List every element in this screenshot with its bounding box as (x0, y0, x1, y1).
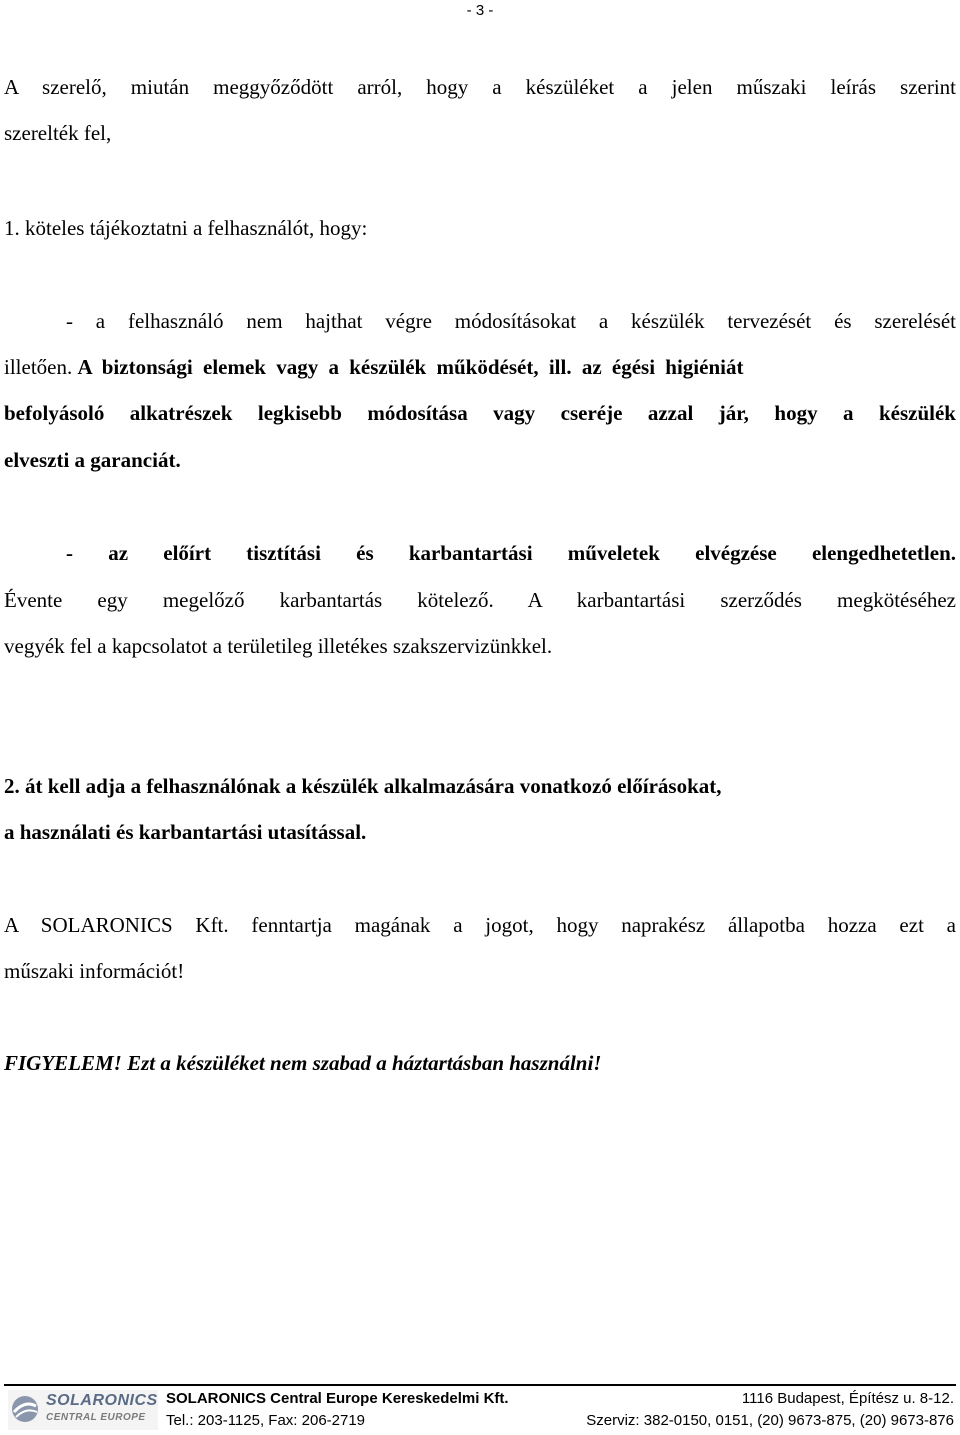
point2-line-1: 2. át kell adja a felhasználónak a készülék alkalmazására vonatkozó előírásokat, (4, 774, 722, 798)
bullet1-line-2 (4, 344, 956, 390)
logo-name: SOLARONICS (46, 1392, 158, 1409)
warning-text: FIGYELEM! Ezt a készüléket nem szabad a háztartásban használni! (4, 1051, 602, 1075)
page-footer (4, 1384, 956, 1432)
rights-line-2: műszaki információt! (4, 959, 185, 983)
logo-subtitle: CENTRAL EUROPE (46, 1412, 146, 1423)
company-logo (8, 1390, 158, 1430)
bullet1-line-1: - a felhasználó nem hajthat végre módosításokat a készülék tervezését és szerelését (66, 309, 956, 333)
bullet1-line-2-bold: A biztonsági elemek vagy a készülék működését, ill. az égési higiéniát (77, 355, 744, 379)
bullet2-line-1: - az előírt tisztítási és karbantartási műveletek elvégzése elengedhetetlen. (66, 541, 956, 565)
intro-line-1: A szerelő, miután meggyőződött arról, hogy a készüléket a jelen műszaki leírás szerint (4, 75, 956, 99)
footer-service: Szerviz: 382-0150, 0151, (20) 9673-875, (20) 9673-876 (586, 1412, 954, 1429)
solaronics-logo-icon (10, 1394, 40, 1424)
bullet2-line-3: vegyék fel a kapcsolatot a területileg illetékes szakszervizünkkel. (4, 634, 553, 658)
intro-line-2: szerelték fel, (4, 121, 112, 145)
rights-line-1: A SOLARONICS Kft. fenntartja magának a jogot, hogy naprakész állapotba hozza ezt a (4, 913, 956, 937)
bullet1-line-2-plain: illetően. (4, 355, 73, 379)
footer-phone: Tel.: 203-1125, Fax: 206-2719 (166, 1412, 366, 1429)
bullet1-line-4: elveszti a garanciát. (4, 448, 181, 472)
page-number: - 3 - (466, 2, 494, 19)
point1-heading: 1. köteles tájékoztatni a felhasználót, hogy: (4, 216, 368, 240)
point2-line-2: a használati és karbantartási utasítással. (4, 820, 367, 844)
footer-address: 1116 Budapest, Építész u. 8-12. (741, 1390, 954, 1407)
bullet1-line-3: befolyásoló alkatrészek legkisebb módosítása vagy cseréje azzal jár, hogy a készülék (4, 401, 956, 425)
bullet2-line-2: Évente egy megelőző karbantartás kötelező. A karbantartási szerződés megkötéséhez (4, 588, 956, 612)
footer-company: SOLARONICS Central Europe Kereskedelmi Kft. (166, 1390, 509, 1407)
